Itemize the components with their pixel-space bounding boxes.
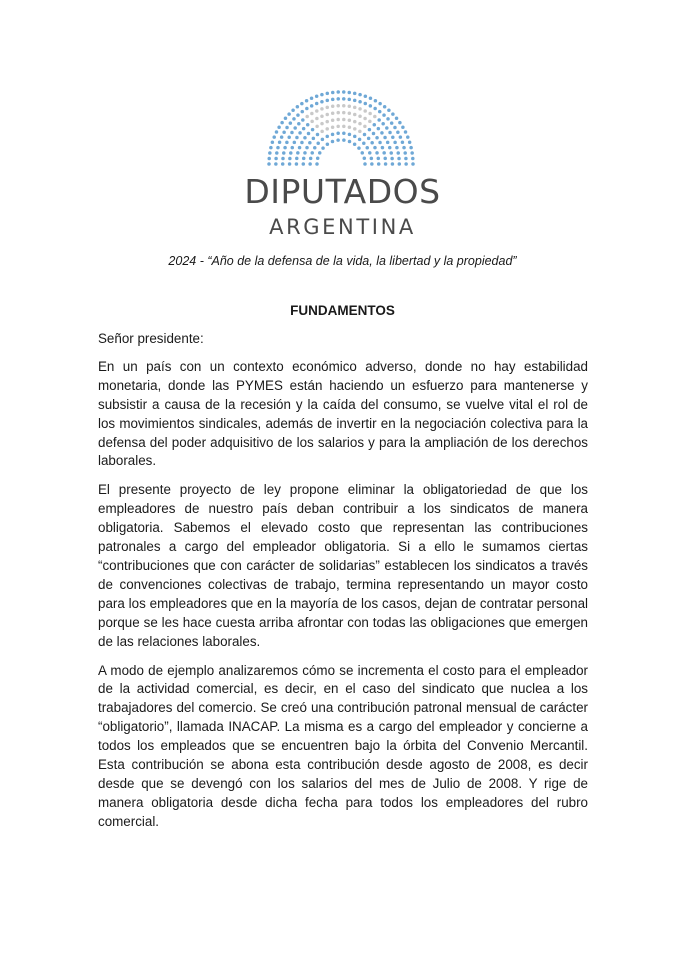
logo-seat-dot: [348, 112, 352, 116]
logo-seat-dot: [375, 136, 379, 140]
logo-seat-dot: [363, 162, 367, 166]
logo-seat-dot: [297, 122, 301, 126]
logo-seat-dot: [353, 106, 357, 110]
logo-seat-dot: [370, 157, 374, 161]
logo-seat-dot: [287, 112, 291, 116]
logo-seat-dot: [275, 151, 279, 155]
logo-seat-dot: [336, 118, 340, 122]
logo-seat-dot: [358, 114, 362, 118]
logo-seat-dot: [353, 135, 357, 139]
logo-seat-dot: [291, 109, 295, 113]
logo-seat-dot: [363, 157, 367, 161]
logo-seat-dot: [326, 99, 330, 103]
logo-seat-dot: [331, 98, 335, 102]
logo-seat-dot: [358, 138, 362, 142]
logo-seat-dot: [404, 162, 408, 166]
logo-seat-dot: [368, 120, 372, 124]
logo-seat-dot: [386, 117, 390, 121]
logo-seat-dot: [283, 146, 287, 150]
logo-seat-dot: [348, 105, 352, 109]
logo-seat-dot: [325, 120, 329, 124]
logo-seat-dot: [331, 133, 335, 137]
logo-seat-dot: [281, 162, 285, 166]
logo-seat-dot: [285, 141, 289, 145]
logo-seat-dot: [348, 118, 352, 122]
logo-seat-dot: [305, 107, 309, 111]
logo-seat-dot: [357, 146, 361, 150]
logo-seat-dot: [315, 109, 319, 113]
logo-seat-dot: [288, 162, 292, 166]
logo-seat-dot: [368, 112, 372, 116]
logo-seat-dot: [295, 136, 299, 140]
logo-seat-dot: [291, 146, 295, 150]
logo-seat-dot: [315, 94, 319, 98]
logo-seat-dot: [358, 122, 362, 126]
logo-seat-dot: [331, 112, 335, 116]
logo-seat-dot: [388, 131, 392, 135]
logo-seat-dot: [404, 157, 408, 161]
logo-seat-dot: [373, 115, 377, 119]
logo-seat-dot: [373, 146, 377, 150]
logo-seat-dot: [305, 115, 309, 119]
logo-seat-dot: [358, 100, 362, 104]
logo-seat-dot: [364, 94, 368, 98]
logo-seat-dot: [295, 157, 299, 161]
logo-seat-dot: [398, 121, 402, 125]
logo-seat-dot: [390, 157, 394, 161]
logo-seat-dot: [311, 128, 315, 132]
logo-seat-dot: [312, 137, 316, 141]
logo-seat-dot: [316, 133, 320, 137]
logo-seat-dot: [310, 112, 314, 116]
logo-seat-dot: [370, 141, 374, 145]
logo-seat-dot: [373, 123, 377, 127]
logo-seat-dot: [393, 126, 397, 130]
logo-seat-dot: [320, 107, 324, 111]
logo-seat-dot: [342, 118, 346, 122]
logo-seat-dot: [320, 93, 324, 97]
logo-seat-dot: [401, 125, 405, 128]
logo-seat-dot: [391, 162, 395, 166]
logo-seat-dot: [277, 125, 281, 128]
logo-seat-dot: [353, 113, 357, 117]
logo-seat-dot: [320, 114, 324, 118]
logo-seat-dot: [326, 135, 330, 139]
logo-seat-dot: [318, 151, 322, 155]
logo-seat-dot: [411, 162, 415, 166]
logo-seat-dot: [348, 98, 352, 102]
logo-seat-dot: [375, 151, 379, 155]
logo-seat-dot: [315, 125, 319, 129]
logo-seat-dot: [363, 125, 367, 129]
logo-seat-dot: [282, 151, 286, 155]
logo-seat-dot: [391, 136, 395, 140]
logo-seat-dot: [383, 136, 387, 140]
logo-seat-dot: [342, 138, 346, 142]
logo-seat-dot: [289, 151, 293, 155]
logo-seat-dot: [364, 102, 368, 106]
logo-seat-dot: [363, 117, 367, 121]
logo-seat-dot: [302, 162, 306, 166]
logo-seat-dot: [353, 99, 357, 103]
logo-seat-dot: [282, 130, 286, 134]
logo-seat-dot: [310, 120, 314, 124]
paragraph-2: El presente proyecto de ley propone eliminar la obligatoriedad de que los empleadores de nuestro país deban contribuir a los sindicatos de manera obligatoria. Sabemos el elevado costo que representan las contribuciones patronales a cargo del empleador obligatoria. Si a ello le sumamos ciertas “contribuciones que con carácter de solidarias” establecen los sindicatos a través de convenciones colectivas de trabajo, termina representando un mayor costo para los empleadores que en la mayoría de los casos, dejan de contratar personal porque se les hace cuesta arriba afrontar con todas las obligaciones que emergen de las relaciones laborales.: [98, 482, 588, 649]
logo-seat-dot: [348, 140, 352, 144]
logo-seat-dot: [361, 151, 365, 155]
logo-seat-dot: [290, 131, 294, 135]
logo-seat-dot: [315, 102, 319, 106]
logo-seat-dot: [358, 107, 362, 111]
logo-seat-dot: [377, 127, 381, 131]
logo-seat-dot: [377, 157, 381, 161]
logo-seat-dot: [342, 132, 346, 136]
logo-seat-dot: [388, 146, 392, 150]
section-heading: FUNDAMENTOS: [290, 303, 395, 318]
logo-seat-dot: [267, 162, 271, 166]
logo-seat-dot: [369, 104, 373, 108]
logo-seat-dot: [368, 151, 372, 155]
logo-seat-dot: [380, 131, 384, 135]
logo-seat-dot: [401, 141, 405, 145]
logo-seat-dot: [362, 141, 366, 145]
logo-seat-dot: [384, 162, 388, 166]
logo-seat-dot: [309, 157, 313, 161]
logo-seat-dot: [305, 99, 309, 103]
logo-seat-dot: [271, 141, 275, 145]
logo-seat-dot: [331, 125, 335, 129]
logo-seat-dot: [378, 110, 382, 114]
logo-seat-dot: [389, 151, 393, 155]
logo-seat-dot: [331, 105, 335, 109]
logo-seat-dot: [295, 162, 299, 166]
logo-seat-dot: [303, 151, 307, 155]
logo-seat-dot: [363, 133, 367, 137]
logo-seat-dot: [269, 146, 273, 150]
logo-seat-dot: [342, 125, 346, 129]
logo-seat-dot: [296, 105, 300, 109]
logo-seat-dot: [316, 141, 320, 145]
logo-seat-dot: [378, 141, 382, 145]
paragraph-3: A modo de ejemplo analizaremos cómo se incrementa el costo para el empleador de la actividad comercial, es decir, en el caso del sindicato que nuclea a los trabajadores del comercio. Se creó una contribución patronal mensual de carácter “obligatorio”, llamada INACAP. La misma es a cargo del empleador y concierne a todos los empleados que se encuentren bajo la órbita del Convenio Mercantil. Esta contribución se abona esta contribución desde agosto de 2008, es decir desde que se devengó con los salarios del mes de Julio de 2008. Y rige de manera obligatoria desde dicha fecha para todos los empleadores del rubro comercial.: [98, 662, 588, 829]
logo-seat-dot: [411, 157, 415, 161]
logo-seat-dot: [404, 130, 408, 134]
logo-seat-dot: [326, 143, 330, 147]
logo-seat-dot: [373, 107, 377, 111]
logo-seat-dot: [353, 143, 357, 147]
logo-seat-dot: [387, 109, 391, 113]
logo-seat-dot: [342, 111, 346, 115]
logo-seat-dot: [278, 141, 282, 145]
logo-seat-dot: [284, 116, 288, 120]
logo-seat-dot: [348, 133, 352, 137]
logo-seat-dot: [285, 126, 289, 130]
logo-seat-dot: [302, 127, 306, 131]
logo-seat-dot: [313, 146, 317, 150]
logo-seat-dot: [301, 110, 305, 114]
logo-seat-dot: [331, 91, 335, 95]
logo-seat-dot: [353, 120, 357, 124]
logo-seat-dot: [316, 157, 320, 161]
logo-seat-dot: [275, 130, 279, 134]
logo-seat-dot: [292, 117, 296, 121]
logo-seat-dot: [301, 118, 305, 122]
logo-seat-dot: [315, 162, 319, 166]
logo-seat-dot: [381, 122, 385, 126]
logo-seat-dot: [374, 99, 378, 103]
logo-seat-dot: [268, 151, 272, 155]
logo-seat-dot: [293, 141, 297, 145]
logo-seat-dot: [302, 157, 306, 161]
logo-seat-dot: [321, 138, 325, 142]
brand-subtitle: ARGENTINA: [269, 215, 416, 239]
logo-seat-dot: [336, 132, 340, 136]
logo-seat-dot: [353, 127, 357, 131]
document-body: [98, 330, 588, 842]
logo-seat-dot: [399, 135, 403, 139]
logo-seat-dot: [369, 97, 373, 101]
logo-seat-dot: [320, 130, 324, 134]
logo-seat-dot: [289, 121, 293, 125]
logo-seat-dot: [276, 146, 280, 150]
logo-seat-dot: [310, 97, 314, 101]
logo-seat-dot: [280, 135, 284, 139]
logo-seat-dot: [336, 138, 340, 142]
logo-seat-dot: [300, 102, 304, 106]
logo-seat-dot: [342, 90, 346, 94]
logo-seat-dot: [383, 105, 387, 109]
brand-title: DIPUTADOS: [244, 172, 441, 211]
logo-seat-dot: [298, 131, 302, 135]
logo-seat-dot: [363, 109, 367, 113]
logo-seat-dot: [336, 90, 340, 94]
logo-seat-dot: [326, 106, 330, 110]
logo-seat-dot: [298, 146, 302, 150]
logo-seat-dot: [396, 151, 400, 155]
logo-seat-dot: [310, 104, 314, 108]
logo-seat-dot: [274, 162, 278, 166]
logo-seat-dot: [274, 157, 278, 161]
logo-seat-dot: [395, 116, 399, 120]
logo-seat-dot: [382, 113, 386, 117]
logo-seat-dot: [336, 111, 340, 115]
logo-seat-dot: [300, 141, 304, 145]
logo-seat-dot: [377, 118, 381, 122]
logo-seat-dot: [393, 141, 397, 145]
logo-seat-dot: [395, 146, 399, 150]
logo-seat-dot: [409, 146, 413, 150]
logo-seat-dot: [326, 92, 330, 96]
logo-seat-dot: [336, 125, 340, 129]
logo-seat-dot: [308, 162, 312, 166]
logo-seat-dot: [320, 100, 324, 104]
logo-seat-dot: [381, 146, 385, 150]
logo-seat-dot: [293, 126, 297, 130]
logo-seat-dot: [331, 118, 335, 122]
logo-seat-dot: [272, 135, 276, 139]
logo-seat-dot: [390, 121, 394, 125]
logo-seat-dot: [267, 157, 271, 161]
logo-seat-dot: [396, 130, 400, 134]
logo-seat-dot: [358, 93, 362, 97]
logo-seat-dot: [305, 146, 309, 150]
salutation: Señor presidente:: [98, 331, 204, 346]
logo-seat-dot: [365, 146, 369, 150]
logo-seat-dot: [378, 102, 382, 106]
logo-seat-dot: [383, 157, 387, 161]
logo-seat-dot: [303, 136, 307, 140]
logo-seat-dot: [325, 127, 329, 131]
logo-seat-dot: [348, 91, 352, 95]
logo-seat-dot: [348, 125, 352, 129]
logo-seat-dot: [385, 126, 389, 130]
logo-seat-dot: [386, 141, 390, 145]
logo-seat-dot: [368, 128, 372, 132]
logo-seat-dot: [342, 97, 346, 101]
logo-seat-dot: [331, 140, 335, 144]
logo-seat-dot: [391, 112, 395, 116]
logo-seat-dot: [281, 157, 285, 161]
logo-seat-dot: [382, 151, 386, 155]
logo-seat-dot: [397, 157, 401, 161]
logo-seat-dot: [372, 132, 376, 136]
logo-seat-dot: [377, 162, 381, 166]
year-motto: 2024 - “Año de la defensa de la vida, la libertad y la propiedad”: [168, 254, 517, 268]
logo-seat-dot: [336, 97, 340, 101]
logo-seat-dot: [410, 151, 414, 155]
logo-seat-dot: [353, 92, 357, 96]
logo-seat-dot: [307, 132, 311, 136]
logo-seat-dot: [398, 162, 402, 166]
logo-seat-dot: [367, 137, 371, 141]
logo-seat-dot: [306, 123, 310, 127]
logo-seat-dot: [308, 141, 312, 145]
logo-seat-dot: [402, 146, 406, 150]
logo-seat-dot: [342, 104, 346, 108]
logo-seat-dot: [370, 162, 374, 166]
logo-seat-dot: [288, 157, 292, 161]
logo-seat-dot: [325, 113, 329, 117]
logo-seat-dot: [296, 151, 300, 155]
chamber-seats-logo-icon: [262, 88, 420, 170]
logo-seat-dot: [280, 121, 284, 125]
logo-seat-dot: [408, 141, 412, 145]
logo-seat-dot: [315, 117, 319, 121]
paragraph-1: En un país con un contexto económico adverso, donde no hay estabilidad monetaria, donde las PYMES están haciendo un esfuerzo para mantenerse y subsistir a causa de la recesión y la caída del consumo, se vuelve vital el rol de los movimientos sindicales, además de invertir en la negociación colectiva para la defensa del poder adquisitivo de los salarios y para la ampliación de los derechos laborales.: [98, 358, 588, 469]
logo-seat-dot: [336, 104, 340, 108]
logo-seat-dot: [406, 135, 410, 139]
logo-seat-dot: [296, 113, 300, 117]
logo-seat-dot: [358, 130, 362, 134]
logo-seat-dot: [310, 151, 314, 155]
logo-seat-dot: [287, 136, 291, 140]
logo-seat-dot: [320, 122, 324, 126]
logo-seat-dot: [321, 146, 325, 150]
logo-seat-dot: [403, 151, 407, 155]
